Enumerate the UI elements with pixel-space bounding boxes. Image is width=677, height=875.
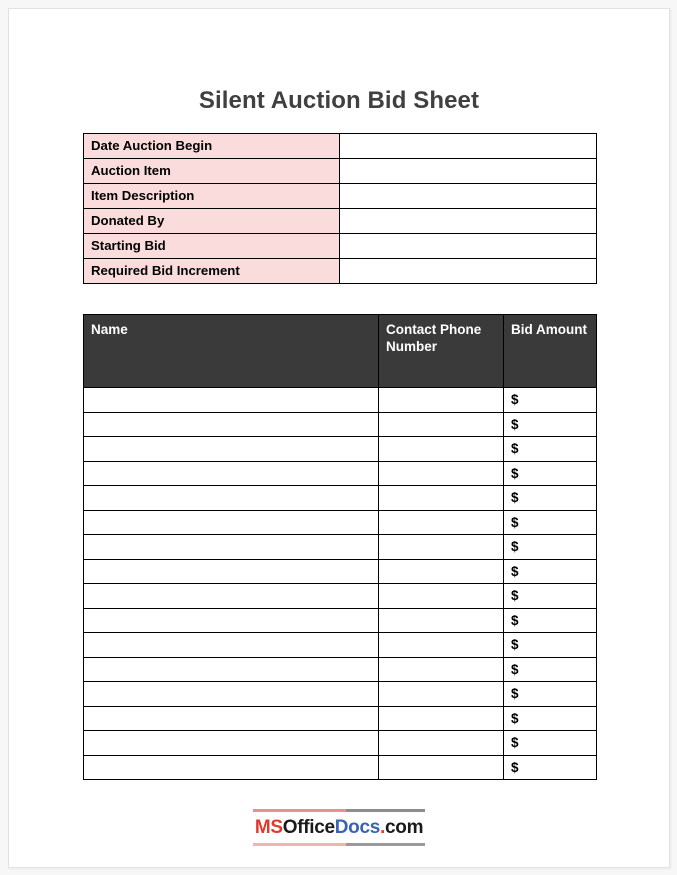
info-value-donated-by[interactable] [340,209,597,234]
bid-contact-cell[interactable] [379,510,504,535]
logo-rule-top-left-segment [253,809,346,812]
table-row [84,706,597,731]
page-title: Silent Auction Bid Sheet [198,87,480,114]
bid-name-cell[interactable] [84,486,379,511]
bid-contact-cell[interactable] [379,412,504,437]
auction-info-body [84,134,597,284]
bid-name-cell[interactable] [84,731,379,756]
bid-name-cell[interactable] [84,584,379,609]
auction-info-table [83,133,597,284]
logo-text-com: com [385,817,424,838]
bid-amount-cell[interactable]: $ [504,535,597,560]
bid-amount-cell[interactable]: $ [504,755,597,780]
table-row [84,584,597,609]
bid-name-cell[interactable] [84,706,379,731]
bid-amount-cell[interactable]: $ [504,388,597,413]
logo-text-docs: Docs [334,817,381,838]
info-label-starting-bid: Starting Bid [84,234,340,259]
table-row [84,559,597,584]
bid-contact-cell[interactable] [379,657,504,682]
info-label-item-description: Item Description [84,184,340,209]
document-sheet [8,8,670,868]
bid-amount-cell[interactable]: $ [504,657,597,682]
table-row [84,486,597,511]
bid-contact-cell[interactable] [379,608,504,633]
bid-name-cell[interactable] [84,437,379,462]
bid-name-cell[interactable] [84,755,379,780]
bid-contact-cell[interactable] [379,461,504,486]
table-header-row [84,315,597,388]
info-value-required-bid-increment[interactable] [340,259,597,284]
bid-contact-cell[interactable] [379,682,504,707]
table-row [84,608,597,633]
table-row [84,437,597,462]
bid-name-cell[interactable] [84,510,379,535]
bid-amount-cell[interactable]: $ [504,486,597,511]
site-logo [9,809,669,846]
bid-amount-cell[interactable]: $ [504,682,597,707]
bid-name-cell[interactable] [84,657,379,682]
table-row [84,657,597,682]
bid-name-cell[interactable] [84,412,379,437]
bid-amount-cell[interactable]: $ [504,706,597,731]
table-row [84,755,597,780]
logo-rule-top-icon [253,809,425,812]
column-header-contact-phone-number: Contact Phone Number [379,315,504,388]
logo-text-dot: . [380,817,386,838]
bid-amount-cell[interactable]: $ [504,412,597,437]
info-label-donated-by: Donated By [84,209,340,234]
bid-amount-cell[interactable]: $ [504,437,597,462]
bid-contact-cell[interactable] [379,535,504,560]
logo-rule-bottom-icon [253,843,425,846]
table-row [84,209,597,234]
bid-contact-cell[interactable] [379,486,504,511]
bid-contact-cell[interactable] [379,633,504,658]
table-row [84,535,597,560]
table-row [84,134,597,159]
bid-table-body [84,388,597,780]
logo-wordmark [255,817,423,839]
logo-text-ms: MS [254,817,283,838]
bid-amount-cell[interactable]: $ [504,461,597,486]
bid-contact-cell[interactable] [379,559,504,584]
column-header-bid-amount: Bid Amount [504,315,597,388]
bid-table-header [84,315,597,388]
bid-amount-cell[interactable]: $ [504,731,597,756]
info-value-date-auction-begin[interactable] [340,134,597,159]
table-row [84,412,597,437]
logo-rule-bottom-right-segment [346,843,425,846]
table-row [84,184,597,209]
table-row [84,159,597,184]
bid-contact-cell[interactable] [379,706,504,731]
bid-contact-cell[interactable] [379,731,504,756]
bid-name-cell[interactable] [84,682,379,707]
table-row [84,234,597,259]
bid-name-cell[interactable] [84,559,379,584]
bid-name-cell[interactable] [84,633,379,658]
table-row [84,388,597,413]
table-row [84,731,597,756]
bid-amount-cell[interactable]: $ [504,608,597,633]
table-row [84,259,597,284]
bid-amount-cell[interactable]: $ [504,584,597,609]
bid-contact-cell[interactable] [379,437,504,462]
bid-amount-cell[interactable]: $ [504,510,597,535]
bid-contact-cell[interactable] [379,388,504,413]
info-value-item-description[interactable] [340,184,597,209]
bid-name-cell[interactable] [84,608,379,633]
info-value-starting-bid[interactable] [340,234,597,259]
bid-name-cell[interactable] [84,535,379,560]
info-label-required-bid-increment: Required Bid Increment [84,259,340,284]
table-row [84,510,597,535]
logo-rule-top-right-segment [346,809,425,812]
table-row [84,461,597,486]
logo-rule-bottom-left-segment [253,843,346,846]
logo-text-office: Office [282,817,335,838]
info-value-auction-item[interactable] [340,159,597,184]
bid-entry-table [83,314,597,780]
info-label-auction-item: Auction Item [84,159,340,184]
bid-contact-cell[interactable] [379,584,504,609]
bid-amount-cell[interactable]: $ [504,633,597,658]
column-header-name: Name [84,315,379,388]
bid-amount-cell[interactable]: $ [504,559,597,584]
bid-name-cell[interactable] [84,388,379,413]
info-label-date-auction-begin: Date Auction Begin [84,134,340,159]
table-row [84,633,597,658]
table-row [84,682,597,707]
bid-name-cell[interactable] [84,461,379,486]
bid-contact-cell[interactable] [379,755,504,780]
